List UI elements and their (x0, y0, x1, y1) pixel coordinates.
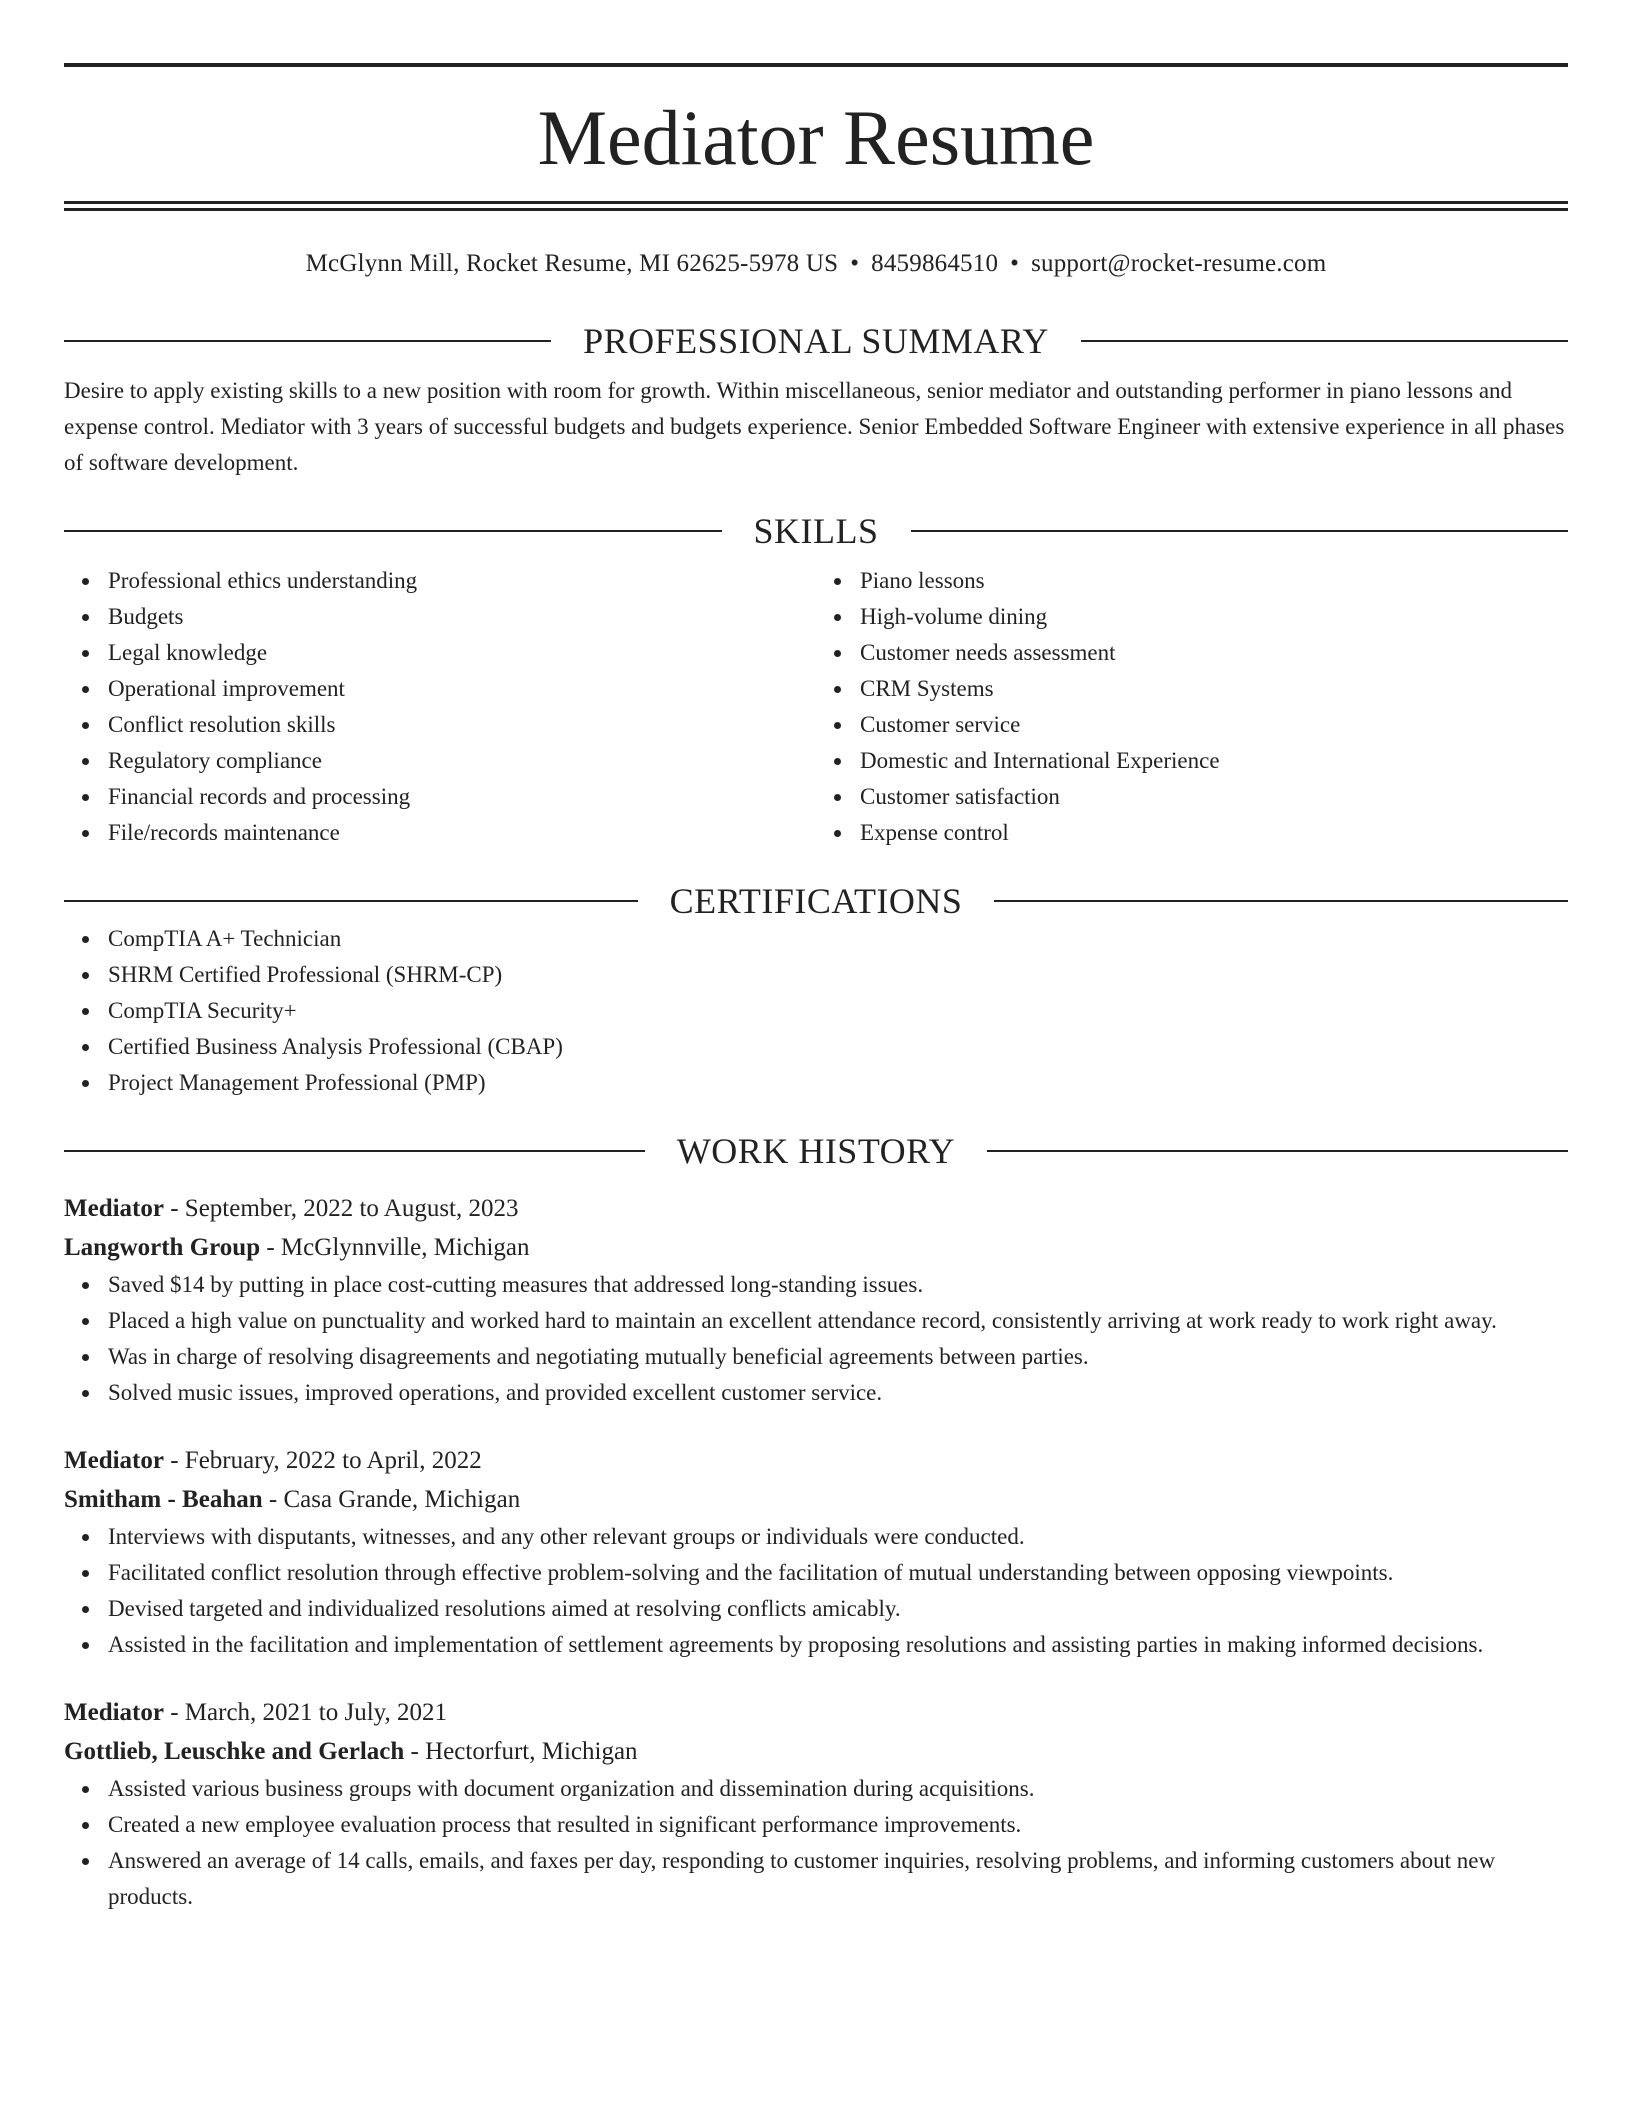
job-bullet: Assisted in the facilitation and implementation of settlement agreements by proposing resolutions and assisting parties in making informed decisions. (108, 1627, 1568, 1663)
job-company-line (64, 1480, 1568, 1519)
job-location: - McGlynnville, Michigan (260, 1234, 530, 1261)
certification-item: CompTIA Security+ (108, 993, 1568, 1029)
summary-text: Desire to apply existing skills to a new position with room for growth. Within miscellaneous, senior mediator and outstanding performer in piano lessons and expense control. Mediator with 3 years of successful budgets and budgets experience. Senior Embedded Software Engineer with extensive experience in all phases of software development. (64, 378, 1565, 475)
job-bullet: Answered an average of 14 calls, emails, and faxes per day, responding to customer inquiries, resolving problems, and informing customers about new products. (108, 1843, 1568, 1915)
skills-list (64, 563, 1568, 851)
skill-item: High-volume dining (860, 599, 1568, 635)
skill-item: Regulatory compliance (108, 743, 816, 779)
heading-rule (64, 340, 551, 342)
skill-item: Domestic and International Experience (860, 743, 1568, 779)
heading-rule (64, 1150, 645, 1152)
top-rule (64, 63, 1568, 67)
skill-item: Professional ethics understanding (108, 563, 816, 599)
job-title-line (64, 1189, 1568, 1228)
heading-rule (987, 1150, 1568, 1152)
skill-item: Legal knowledge (108, 635, 816, 671)
job-entry (64, 1441, 1568, 1663)
skill-item: CRM Systems (860, 671, 1568, 707)
job-bullets (64, 1771, 1568, 1915)
job-entry (64, 1189, 1568, 1411)
skill-item: Expense control (860, 815, 1568, 851)
job-dates: - February, 2022 to April, 2022 (163, 1447, 482, 1474)
summary-heading-text: PROFESSIONAL SUMMARY (583, 321, 1049, 361)
job-entry (64, 1693, 1568, 1915)
heading-rule (64, 530, 722, 532)
certifications-list (64, 921, 1568, 1101)
contact-separator: • (850, 250, 860, 277)
work-history-heading-text: WORK HISTORY (676, 1131, 956, 1171)
job-bullet: Was in charge of resolving disagreements and negotiating mutually beneficial agreements between parties. (108, 1339, 1568, 1375)
certification-item: SHRM Certified Professional (SHRM-CP) (108, 957, 1568, 993)
skills-heading-text: SKILLS (753, 511, 879, 551)
contact-separator: • (1010, 250, 1020, 277)
job-bullet: Assisted various business groups with document organization and dissemination during acquisitions. (108, 1771, 1568, 1807)
job-bullet: Solved music issues, improved operations, and provided excellent customer service. (108, 1375, 1568, 1411)
heading-rule (1081, 340, 1568, 342)
contact-address: McGlynn Mill, Rocket Resume, MI 62625-5978 US (305, 250, 839, 277)
job-title-line (64, 1693, 1568, 1732)
job-title: Mediator (64, 1447, 164, 1474)
job-title: Mediator (64, 1699, 164, 1726)
job-company: Smitham - Beahan (64, 1486, 263, 1513)
job-company: Langworth Group (64, 1234, 261, 1261)
work-history-list (64, 1189, 1568, 1915)
job-dates: - September, 2022 to August, 2023 (163, 1195, 519, 1222)
skill-item: Customer service (860, 707, 1568, 743)
certification-item: CompTIA A+ Technician (108, 921, 1568, 957)
skill-item: Conflict resolution skills (108, 707, 816, 743)
job-bullets (64, 1519, 1568, 1663)
job-bullets (64, 1267, 1568, 1411)
summary-heading (64, 321, 1568, 361)
job-bullet: Interviews with disputants, witnesses, and any other relevant groups or individuals were conducted. (108, 1519, 1568, 1555)
skill-item: Financial records and processing (108, 779, 816, 815)
skill-item: File/records maintenance (108, 815, 816, 851)
certification-item: Certified Business Analysis Professional (CBAP) (108, 1029, 1568, 1065)
heading-rule (64, 900, 638, 902)
skill-item: Budgets (108, 599, 816, 635)
certification-item: Project Management Professional (PMP) (108, 1065, 1568, 1101)
job-bullet: Saved $14 by putting in place cost-cutting measures that addressed long-standing issues. (108, 1267, 1568, 1303)
skills-column-left (64, 563, 816, 851)
skills-heading (64, 511, 1568, 551)
certifications-heading (64, 881, 1568, 921)
job-bullet: Placed a high value on punctuality and worked hard to maintain an excellent attendance record, consistently arriving at work ready to work right away. (108, 1303, 1568, 1339)
job-title: Mediator (64, 1195, 164, 1222)
job-dates: - March, 2021 to July, 2021 (163, 1699, 448, 1726)
job-company-line (64, 1732, 1568, 1771)
job-location: - Hectorfurt, Michigan (404, 1738, 638, 1765)
contact-line (64, 247, 1568, 281)
skill-item: Customer satisfaction (860, 779, 1568, 815)
heading-rule (994, 900, 1568, 902)
contact-phone: 8459864510 (871, 250, 999, 277)
job-company-line (64, 1228, 1568, 1267)
title-double-rule (64, 201, 1568, 211)
skill-item: Piano lessons (860, 563, 1568, 599)
skills-column-right (816, 563, 1568, 851)
job-location: - Casa Grande, Michigan (262, 1486, 521, 1513)
certifications-heading-text: CERTIFICATIONS (669, 881, 963, 921)
job-title-line (64, 1441, 1568, 1480)
skill-item: Customer needs assessment (860, 635, 1568, 671)
contact-email: support@rocket-resume.com (1031, 250, 1327, 277)
work-history-heading (64, 1131, 1568, 1171)
job-company: Gottlieb, Leuschke and Gerlach (64, 1738, 405, 1765)
job-bullet: Devised targeted and individualized resolutions aimed at resolving conflicts amicably. (108, 1591, 1568, 1627)
heading-rule (911, 530, 1569, 532)
skill-item: Operational improvement (108, 671, 816, 707)
page-title: Mediator Resume (537, 94, 1095, 181)
job-bullet: Created a new employee evaluation process that resulted in significant performance improvements. (108, 1807, 1568, 1843)
job-bullet: Facilitated conflict resolution through effective problem-solving and the facilitation of mutual understanding between opposing viewpoints. (108, 1555, 1568, 1591)
